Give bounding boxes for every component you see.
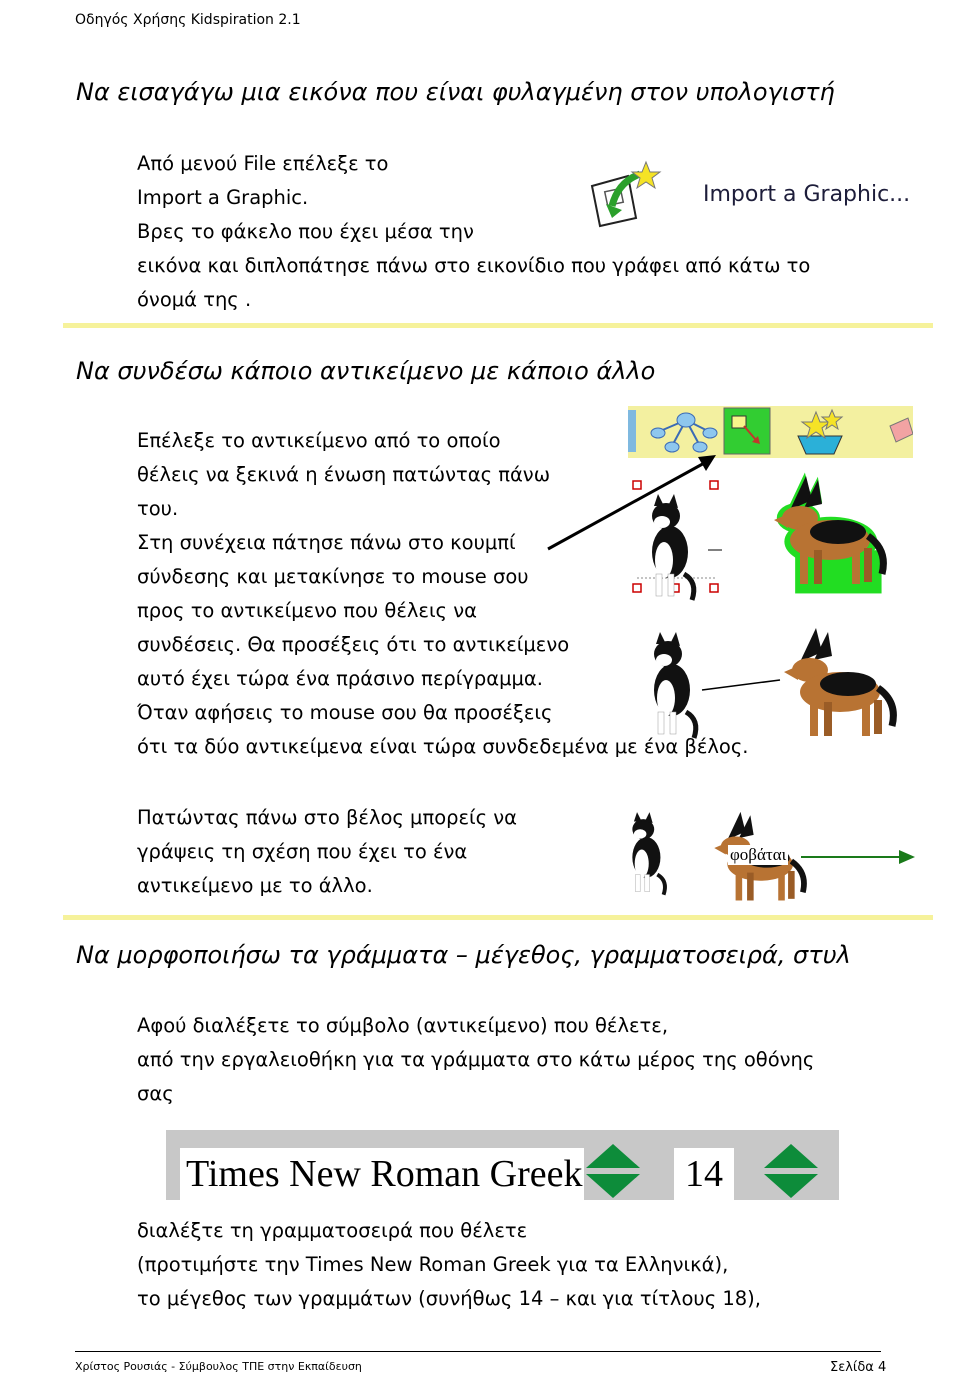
text-line: Import a Graphic.	[137, 186, 309, 209]
text-line: Από μενού File επέλεξε το	[137, 152, 389, 175]
link-label: φοβάται	[730, 845, 787, 864]
page-number: Σελίδα 4	[830, 1360, 887, 1375]
connection-illustration	[630, 458, 930, 788]
import-graphic-icon	[588, 160, 666, 230]
cat-icon	[654, 632, 696, 738]
footer-rule	[75, 1351, 881, 1352]
section-heading-format: Να μορφοποιήσω τα γράμματα – μέγεθος, γραμματοσειρά, στυλ	[76, 941, 851, 969]
text-line: Βρες το φάκελο που έχει μέσα την	[137, 220, 474, 243]
text-line: του.	[137, 497, 179, 520]
document-header: Οδηγός Χρήσης Kidspiration 2.1	[75, 12, 301, 28]
text-line: αυτό έχει τώρα ένα πράσινο περίγραμμα.	[137, 667, 543, 690]
add-symbol-icon	[798, 410, 842, 454]
font-spin-arrows-icon[interactable]	[578, 1140, 648, 1200]
text-line: προς το αντικείμενο που θέλεις να	[137, 599, 477, 622]
text-line: το μέγεθος των γραμμάτων (συνήθως 14 – και για τίτλους 18),	[137, 1287, 761, 1310]
section-heading-link: Να συνδέσω κάποιο αντικείμενο με κάποιο άλλο	[76, 357, 656, 385]
cat-icon	[652, 494, 694, 600]
text-line: σας	[137, 1082, 174, 1105]
section-divider	[63, 323, 933, 328]
section-body-format	[137, 1009, 814, 1111]
text-line: Πατώντας πάνω στο βέλος μπορείς να	[137, 806, 518, 829]
text-line: από την εργαλειοθήκη για τα γράμματα στο κάτω μέρος της οθόνης	[137, 1048, 815, 1071]
section-body-link-2	[137, 801, 517, 903]
footer-author: Χρίστος Ρουσιάς - Σύμβουλος ΤΠΕ στην Εκπαίδευση	[75, 1360, 362, 1373]
text-line: αντικείμενο με το άλλο.	[137, 874, 373, 897]
cat-icon	[632, 812, 665, 895]
text-line: θέλεις να ξεκινά η ένωση πατώντας πάνω	[137, 463, 551, 486]
text-line: Όταν αφήσεις το mouse σου θα προσέξεις	[137, 701, 553, 724]
text-line: (προτιμήστε την Times New Roman Greek για τα Ελληνικά),	[137, 1253, 729, 1276]
font-size-field[interactable]: 14	[674, 1148, 734, 1200]
font-name-field[interactable]: Times New Roman Greek	[180, 1148, 584, 1200]
text-line: όνομά της .	[137, 288, 252, 311]
text-line: Αφού διαλέξετε το σύμβολο (αντικείμενο) που θέλετε,	[137, 1014, 669, 1037]
dog-icon	[784, 628, 893, 736]
text-line: διαλέξτε τη γραμματοσειρά που θέλετε	[137, 1219, 528, 1242]
text-line: εικόνα και διπλοπάτησε πάνω στο εικονίδιο που γράφει από κάτω το	[137, 254, 811, 277]
section-body-import	[137, 147, 810, 317]
section-divider	[63, 915, 933, 920]
text-line: Στη συνέχεια πάτησε πάνω στο κουμπί	[137, 531, 516, 554]
text-line: Επέλεξε το αντικείμενο από το οποίο	[137, 429, 501, 452]
size-spin-arrows-icon[interactable]	[756, 1140, 826, 1200]
text-line: συνδέσεις. Θα προσέξεις ότι το αντικείμενο	[137, 633, 570, 656]
section-heading-import: Να εισαγάγω μια εικόνα που είναι φυλαγμένη στον υπολογιστή	[76, 78, 835, 106]
section-body-format-2	[137, 1214, 761, 1316]
text-line: γράψεις τη σχέση που έχει το ένα	[137, 840, 468, 863]
dog-icon-selected	[774, 472, 883, 593]
eraser-icon	[890, 418, 913, 442]
text-line: ότι τα δύο αντικείμενα είναι τώρα συνδεδεμένα με ένα βέλος.	[137, 735, 749, 758]
font-toolbar	[166, 1130, 839, 1200]
text-line: σύνδεσης και μετακίνησε το mouse σου	[137, 565, 529, 588]
import-graphic-menu-item: Import a Graphic...	[703, 182, 911, 207]
